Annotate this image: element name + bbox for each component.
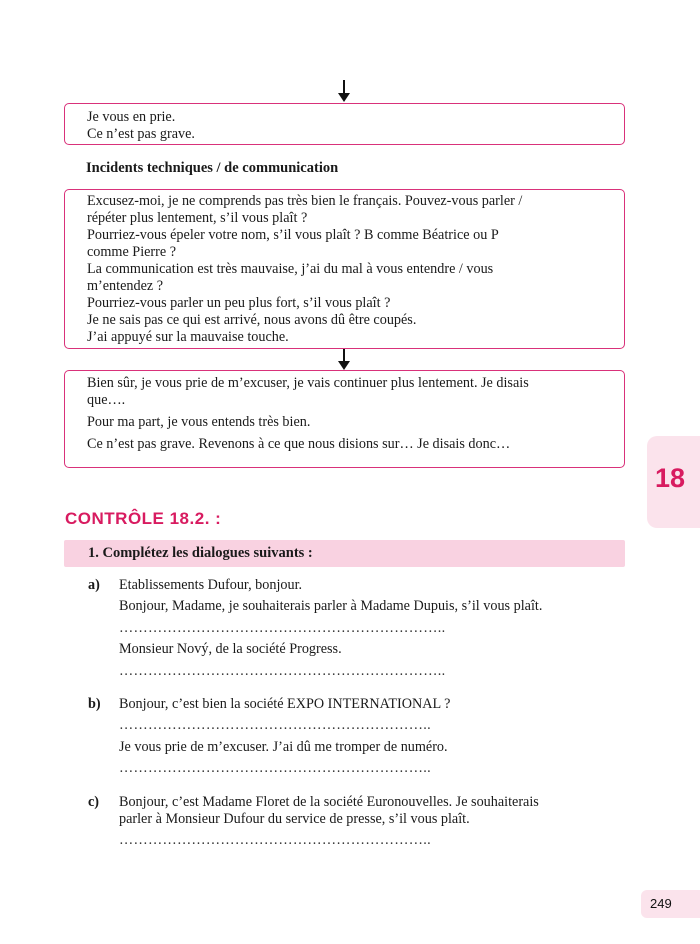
page-number-box [641, 890, 700, 918]
response-box-1 [64, 103, 625, 145]
box2-line: comme Pierre ? [87, 244, 177, 260]
answer-blank[interactable]: ……………………………………………………….. [119, 832, 431, 848]
exercise-heading-bar [64, 540, 625, 567]
section-heading: Incidents techniques / de communication [86, 160, 339, 176]
box1-line: Ce n’est pas grave. [87, 126, 195, 142]
box2-line: La communication est très mauvaise, j’ai du mal à vous entendre / vous [87, 261, 494, 277]
box2-line: Excusez-moi, je ne comprends pas très bien le français. Pouvez-vous parler / [87, 193, 523, 209]
dialogue-b [88, 696, 628, 786]
answer-blank[interactable]: ……………………………………………………….. [119, 760, 431, 776]
controle-title: CONTRÔLE 18.2. : [65, 509, 222, 528]
box2-line: Je ne sais pas ce qui est arrivé, nous avons dû être coupés. [87, 312, 417, 328]
dialogue-line: Bonjour, Madame, je souhaiterais parler à Madame Dupuis, s’il vous plaît. [119, 598, 543, 614]
dialogue-line: Je vous prie de m’excuser. J’ai dû me tromper de numéro. [119, 739, 448, 755]
dialogue-line: Etablissements Dufour, bonjour. [119, 577, 303, 593]
box1-line: Je vous en prie. [87, 109, 176, 125]
box2-line: répéter plus lentement, s’il vous plaît ? [87, 210, 308, 226]
box3-line: Ce n’est pas grave. Revenons à ce que nous disions sur… Je disais donc… [87, 436, 511, 452]
dialogue-line: parler à Monsieur Dufour du service de presse, s’il vous plaît. [119, 811, 470, 827]
box2-line: Pourriez-vous parler un peu plus fort, s’il vous plaît ? [87, 295, 391, 311]
dialogue-line: Bonjour, c’est bien la société EXPO INTERNATIONAL ? [119, 696, 451, 712]
answer-blank[interactable]: ……………………………………………………….. [119, 717, 431, 733]
box3-line: Pour ma part, je vous entends très bien. [87, 414, 311, 430]
box3-line: Bien sûr, je vous prie de m’excuser, je vais continuer plus lentement. Je disais [87, 375, 529, 391]
response-box-2 [64, 370, 625, 468]
answer-blank[interactable]: ………………………………………………………….. [119, 620, 446, 636]
answer-blank[interactable]: ………………………………………………………….. [119, 663, 446, 679]
box2-line: Pourriez-vous épeler votre nom, s’il vous plaît ? B comme Béatrice ou P [87, 227, 499, 243]
dialogue-label: c) [88, 794, 100, 810]
flow-arrow-top [338, 80, 350, 102]
phrases-box [64, 189, 625, 349]
box2-line: m’entendez ? [87, 278, 164, 294]
exercise-heading: 1. Complétez les dialogues suivants : [88, 545, 313, 561]
dialogue-c [88, 794, 628, 854]
dialogue-label: a) [88, 577, 100, 593]
dialogue-label: b) [88, 696, 101, 712]
dialogue-line: Bonjour, c’est Madame Floret de la société Euronouvelles. Je souhaiterais [119, 794, 539, 810]
chapter-tab [647, 436, 700, 528]
box3-line: que…. [87, 392, 126, 408]
dialogue-a [88, 577, 628, 687]
flow-arrow-middle [338, 349, 350, 370]
box2-line: J’ai appuyé sur la mauvaise touche. [87, 329, 289, 345]
dialogue-line: Monsieur Nový, de la société Progress. [119, 641, 342, 657]
chapter-number: 18 [655, 463, 686, 493]
page-number: 249 [650, 896, 672, 911]
